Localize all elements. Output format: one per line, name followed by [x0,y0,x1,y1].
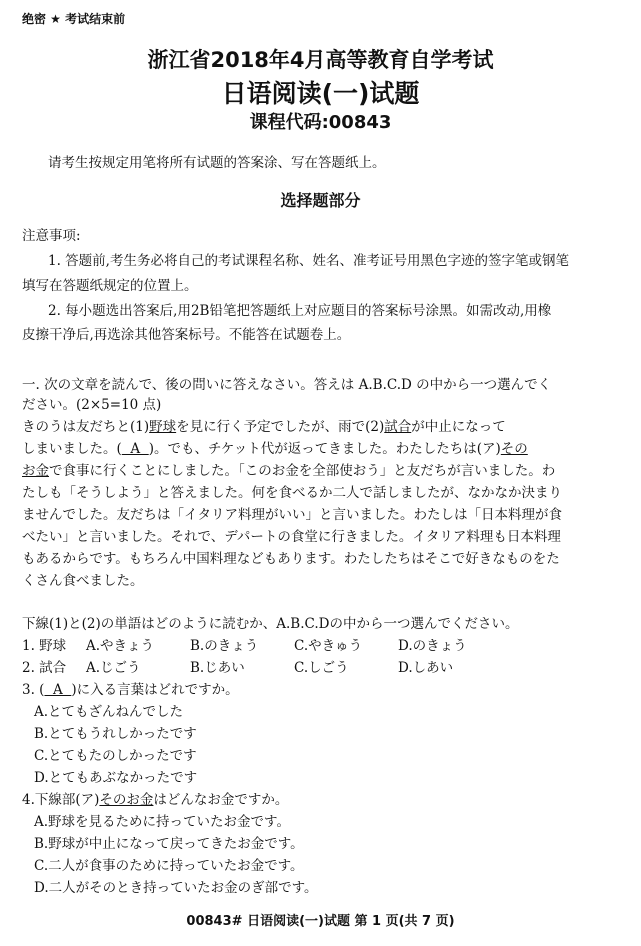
passage-line-2 [22,437,528,457]
question-4-text: はどんなお金ですか。 [153,792,289,808]
option-c: C.やきゅう [294,638,363,654]
paper-title: 日语阅读(一)试题 [221,79,420,108]
option-a: A.やきょう [86,638,155,654]
question-stem-1-2: 下線(1)と(2)の単語はどのように読むか、A.B.C.Dの中から一つ選んでください。 [22,616,519,632]
underline-yakyu: 野球 [149,419,177,435]
passage-line-4: たしも「そうしよう」と答えました。何を食べるか二人で話しましたが、なかなか決まり [22,485,562,501]
option-b: B.とてもうれしかったです [34,726,197,742]
option-d: D.しあい [398,660,454,676]
course-code: 课程代码:00843 [249,112,392,133]
underline-okane: お金 [22,463,49,479]
note-2-line-2: 皮擦干净后,再选涂其他答案标号。不能答在试题卷上。 [22,327,351,343]
passage-line-1 [22,415,506,435]
option-b: B.野球が中止になって戻ってきたお金です。 [34,836,304,852]
question-2 [22,656,453,676]
option-b: B.のきょう [190,638,259,654]
passage-text: )。でも、チケット代が返ってきました。わたしたちは(ア) [148,441,501,457]
question-2-label: 2. 試合 [22,660,67,676]
note-1-line-1: 1. 答题前,考生务必将自己的考试课程名称、姓名、准考证号用黑色字迹的签字笔或钢笔 [48,253,569,269]
passage-line-5: ませんでした。友だちは「イタリア料理がいい」と言いました。わたしは「日本料理が食 [22,507,562,523]
passage-line-8: くさん食べました。 [22,573,144,589]
underline-shiai: 試合 [384,419,412,435]
note-1-line-2: 填写在答题纸规定的位置上。 [22,278,198,294]
option-a: A.とてもざんねんでした [34,704,184,720]
question-intro-line-1: 一. 次の文章を読んで、後の問いに答えなさい。答えは A.B.C.D の中から一つ選んでく [22,377,552,393]
passage-text: が中止になって [411,419,506,435]
exam-title: 浙江省2018年4月高等教育自学考试 [147,48,494,72]
question-1-label: 1. 野球 [22,638,67,654]
passage-text: きのうは友だちと(1) [22,419,150,435]
question-1 [22,634,467,654]
option-b: B.じあい [190,660,245,676]
passage-text: で食事に行くことにしました。「このお金を全部使おう」と友だちが言いました。わ [49,463,556,479]
question-3 [22,678,239,698]
option-d: D.とてもあぶなかったです [34,770,198,786]
option-c: C.とてもたのしかったです [34,748,197,764]
question-3-text: )に入る言葉はどれですか。 [71,682,239,698]
section-title: 选择题部分 [280,191,361,210]
underline-sono-okane: そのお金 [99,792,154,808]
passage-line-7: もあるからです。もちろん中国料理などもあります。わたしたちはそこで好きなものをた [22,551,560,567]
underline-sono: その [500,441,528,457]
passage-line-3 [22,459,555,479]
page-footer: 00843# 日语阅读(一)试题 第 1 页(共 7 页) [186,914,455,929]
option-c: C.しごう [294,660,349,676]
option-a: A.野球を見るために持っていたお金です。 [34,814,290,830]
question-3-number: 3. ( [22,682,45,698]
instruction: 请考生按规定用笔将所有试题的答案涂、写在答题纸上。 [48,155,386,171]
notes-title: 注意事项: [22,228,81,244]
note-2-line-1: 2. 每小题选出答案后,用2B铅笔把答题纸上对应题目的答案标号涂黑。如需改动,用橡 [48,303,552,319]
option-d: D.二人がそのとき持っていたお金のぎ部です。 [34,880,318,896]
confidential-label: 绝密 ★ 考试结束前 [22,12,126,26]
option-d: D.のきょう [398,638,467,654]
question-4-number: 4.下線部(ア) [22,792,100,808]
answer-blank: A [121,441,149,457]
answer-blank: A [44,682,72,698]
passage-line-6: べたい」と言いました。それで、デパートの食堂に行きました。イタリア料理も日本料理 [22,529,561,545]
option-a: A.じごう [86,660,141,676]
option-c: C.二人が食事のために持っていたお金です。 [34,858,304,874]
question-intro-line-2: ださい。(2×5=10 点) [22,397,162,413]
passage-text: を見に行く予定でしたが、雨で(2) [176,419,385,435]
question-4 [22,788,288,808]
passage-text: しまいました。( [22,441,122,457]
